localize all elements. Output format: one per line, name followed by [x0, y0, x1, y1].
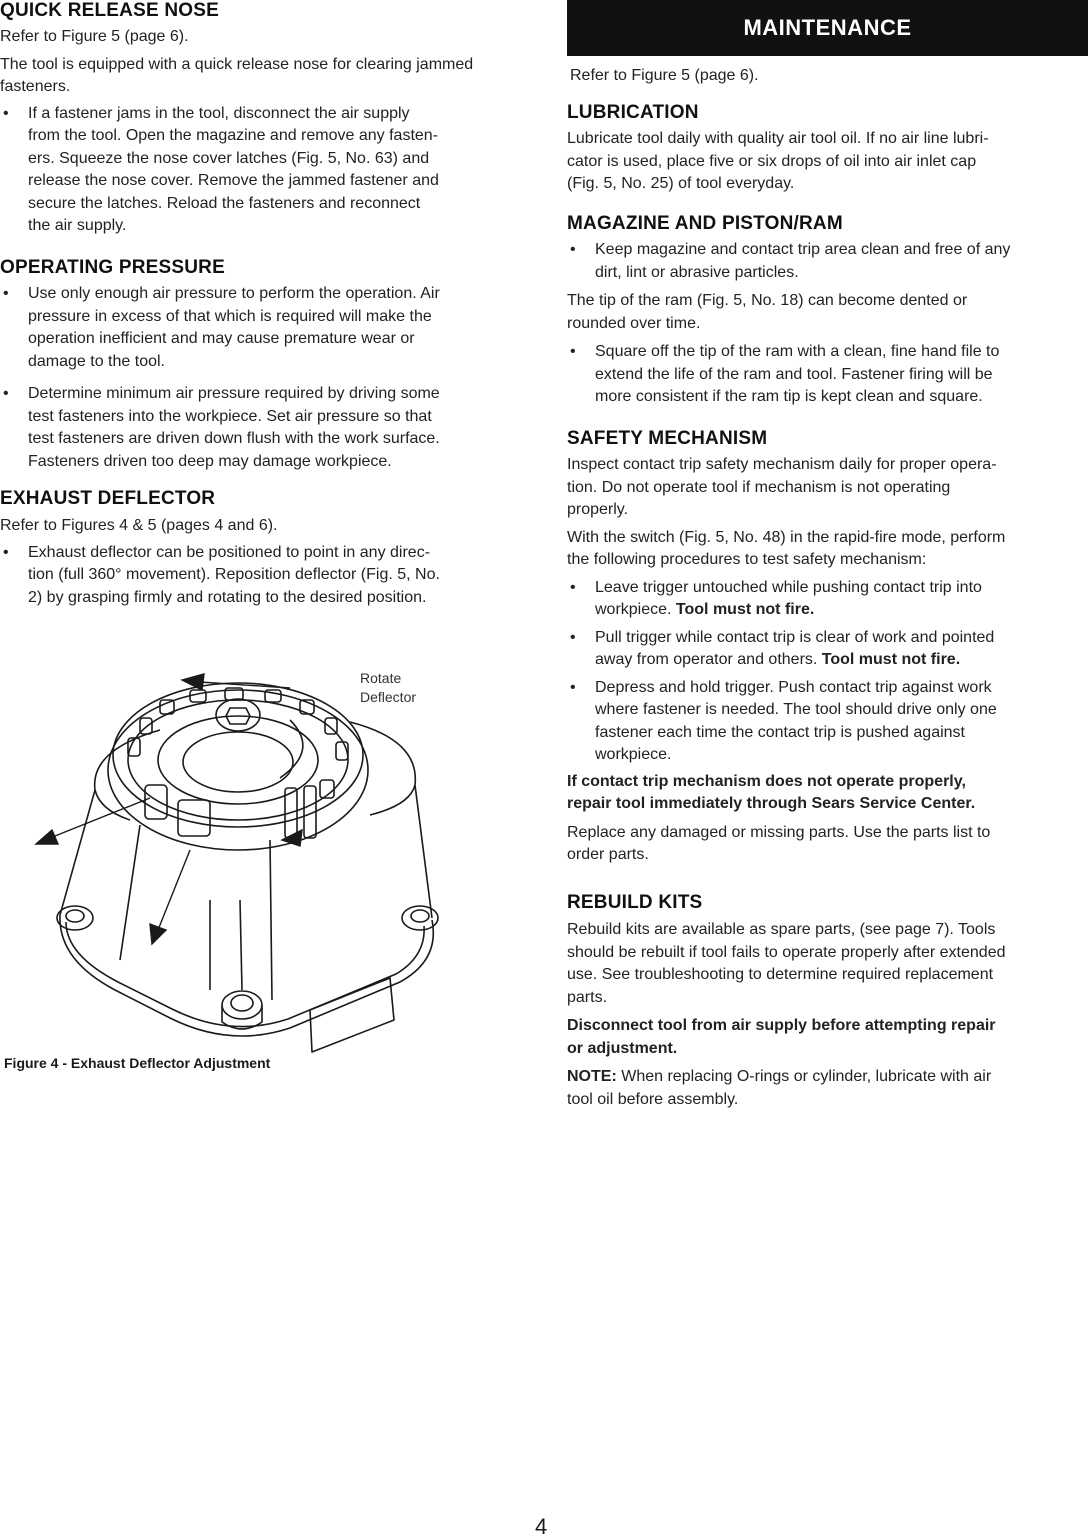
- safety-section: [567, 428, 1088, 867]
- safety-heading: SAFETY MECHANISM: [567, 428, 768, 449]
- maintenance-banner: MAINTENANCE: [567, 0, 1088, 56]
- exhaust-deflector-illustration: [20, 660, 450, 1060]
- operating-pressure-heading: OPERATING PRESSURE: [0, 257, 225, 278]
- right-column: [567, 0, 1088, 1108]
- safety-para-2: With the switch (Fig. 5, No. 48) in the rapid-fire mode, perform the following procedures to test safety mechanism:: [567, 528, 1006, 568]
- rebuild-note: NOTE: When replacing O-rings or cylinder, lubricate with air tool oil before assembly.: [567, 1068, 992, 1108]
- exhaust-deflector-heading: EXHAUST DEFLECTOR: [0, 488, 216, 509]
- lubrication-heading: LUBRICATION: [567, 102, 699, 123]
- safety-replace: Replace any damaged or missing parts. Use the parts list to order parts.: [567, 823, 991, 863]
- quick-release-ref: Refer to Figure 5 (page 6).: [0, 28, 189, 45]
- safety-bullet: • Depress and hold trigger. Push contact trip against work where fastener is needed. The tool should drive only one fastener each time the contact trip is pushed against workpiece.: [570, 678, 997, 763]
- lubrication-text: Lubricate tool daily with quality air tool oil. If no air line lubri- cator is used, place five or six drops of oil into air inlet cap (Fig. 5, No. 25) of tool everyday.: [567, 130, 989, 192]
- operating-pressure-section: [0, 257, 520, 473]
- lubrication-section: [567, 102, 1088, 196]
- maintenance-ref: Refer to Figure 5 (page 6).: [570, 67, 759, 84]
- quick-release-bullet: • If a fastener jams in the tool, disconnect the air supply from the tool. Open the magazine and remove any fasten- ers. Squeeze the nose cover latches (Fig. 5, No. 63) and release the nose cover. Remove the jammed fastener and secure the latches. Reload the fasteners and reconnect the air supply.: [3, 104, 439, 234]
- magazine-para: The tip of the ram (Fig. 5, No. 18) can become dented or rounded over time.: [567, 292, 968, 332]
- exhaust-deflector-ref: Refer to Figures 4 & 5 (pages 4 and 6).: [0, 517, 278, 534]
- magazine-section: [567, 213, 1088, 409]
- rebuild-section: [567, 892, 1088, 1111]
- quick-release-heading: QUICK RELEASE NOSE: [0, 0, 219, 21]
- rebuild-text: Rebuild kits are available as spare parts, (see page 7). Tools should be rebuilt if tool fails to operate properly after extended use. See troubleshooting to determine required replacement parts.: [567, 921, 1006, 1006]
- exhaust-deflector-bullet: • Exhaust deflector can be positioned to point in any direc- tion (full 360° movement). Reposition deflector (Fig. 5, No. 2) by grasping firmly and rotating to the desired position.: [3, 543, 440, 606]
- quick-release-section: [0, 0, 520, 238]
- rotate-label-2: Deflector: [360, 689, 417, 705]
- rotate-label-1: Rotate: [360, 670, 402, 686]
- safety-para-1: Inspect contact trip safety mechanism daily for proper opera- tion. Do not operate tool if mechanism is not operating properly.: [567, 456, 997, 518]
- figure-4: [20, 660, 450, 1060]
- safety-bullet: • Leave trigger untouched while pushing contact trip into workpiece. Tool must not fire.: [570, 578, 982, 618]
- safety-warning: If contact trip mechanism does not operate properly, repair tool immediately through Sears Service Center.: [567, 772, 976, 812]
- page-number: 4: [535, 1514, 548, 1539]
- magazine-bullet: • Square off the tip of the ram with a clean, fine hand file to extend the life of the ram and tool. Fastener firing will be more consistent if the ram tip is kept clean and square.: [570, 343, 1000, 405]
- quick-release-intro: The tool is equipped with a quick release nose for clearing jammed fasteners.: [0, 55, 474, 95]
- safety-bullet: • Pull trigger while contact trip is clear of work and pointed away from operator and others. Tool must not fire.: [570, 628, 995, 668]
- operating-pressure-bullet: • Use only enough air pressure to perform the operation. Air pressure in excess of that which is required will make the operation inefficient and may cause premature wear or damage to the tool.: [3, 285, 440, 370]
- figure-4-caption: Figure 4 - Exhaust Deflector Adjustment: [4, 1055, 271, 1071]
- magazine-heading: MAGAZINE AND PISTON/RAM: [567, 213, 843, 234]
- rebuild-heading: REBUILD KITS: [567, 892, 703, 913]
- operating-pressure-bullet: • Determine minimum air pressure required by driving some test fasteners into the workpiece. Set air pressure so that test fasteners are driven down flush with the work surface. Fasteners driven too deep may damage workpiece.: [3, 385, 440, 470]
- exhaust-deflector-section: [0, 488, 520, 609]
- magazine-bullet: • Keep magazine and contact trip area clean and free of any dirt, lint or abrasive particles.: [570, 241, 1011, 281]
- rebuild-warning: Disconnect tool from air supply before attempting repair or adjustment.: [567, 1017, 996, 1057]
